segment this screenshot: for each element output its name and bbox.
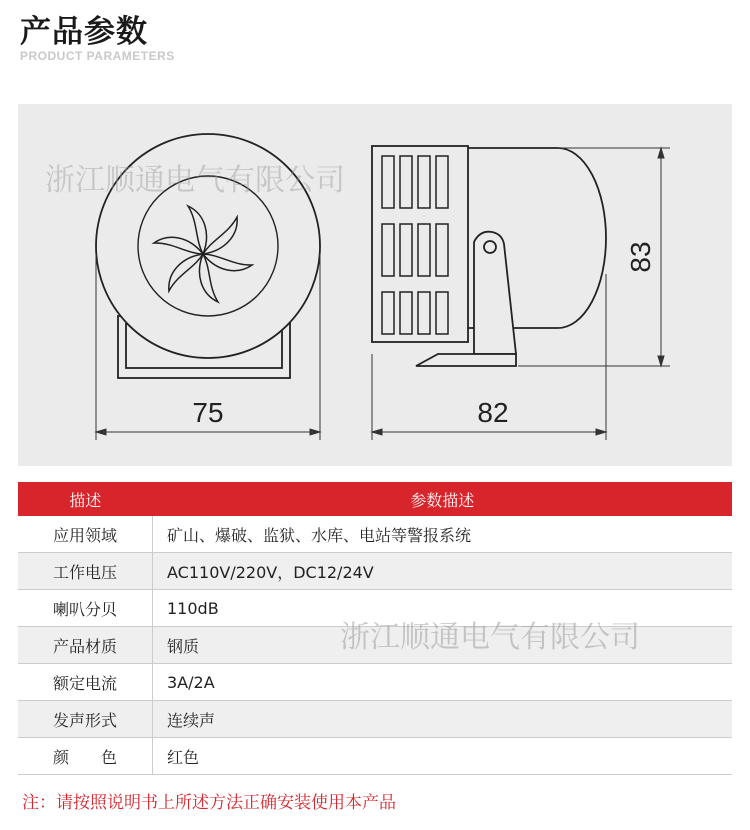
row-label: 发声形式 (18, 701, 153, 738)
row-value: 矿山、爆破、监狱、水库、电站等警报系统 (153, 516, 733, 553)
table-row (18, 553, 732, 590)
watermark: 浙江顺通电气有限公司 (45, 164, 345, 197)
row-label: 额定电流 (18, 664, 153, 701)
row-value: 连续声 (153, 701, 733, 738)
row-value: 3A/2A (153, 664, 733, 701)
height-dimension-label: 83 (625, 241, 656, 273)
table-header-row (18, 482, 732, 516)
row-value: 钢质 (153, 627, 733, 664)
row-label: 颜 色 (18, 738, 153, 775)
row-label: 产品材质 (18, 627, 153, 664)
table-row (18, 516, 732, 553)
side-view-drawing (372, 146, 606, 366)
page-subtitle: PRODUCT PARAMETERS (20, 49, 175, 63)
row-value: 110dB (153, 590, 733, 627)
row-label: 应用领域 (18, 516, 153, 553)
length-dimension-label: 82 (477, 397, 509, 428)
column-header-parameter: 参数描述 (153, 482, 733, 516)
row-label: 喇叭分贝 (18, 590, 153, 627)
column-header-description: 描述 (18, 482, 153, 516)
usage-note: 注：请按照说明书上所述方法正确安装使用本产品 (22, 793, 396, 813)
width-dimension-label: 75 (192, 397, 224, 428)
page-title: 产品参数 (20, 14, 148, 50)
row-label: 工作电压 (18, 553, 153, 590)
table-row (18, 701, 732, 738)
table-row (18, 738, 732, 775)
watermark: 浙江顺通电气有限公司 (340, 621, 640, 654)
row-value: AC110V/220V，DC12/24V (153, 553, 733, 590)
row-value: 红色 (153, 738, 733, 775)
table-row (18, 664, 732, 701)
